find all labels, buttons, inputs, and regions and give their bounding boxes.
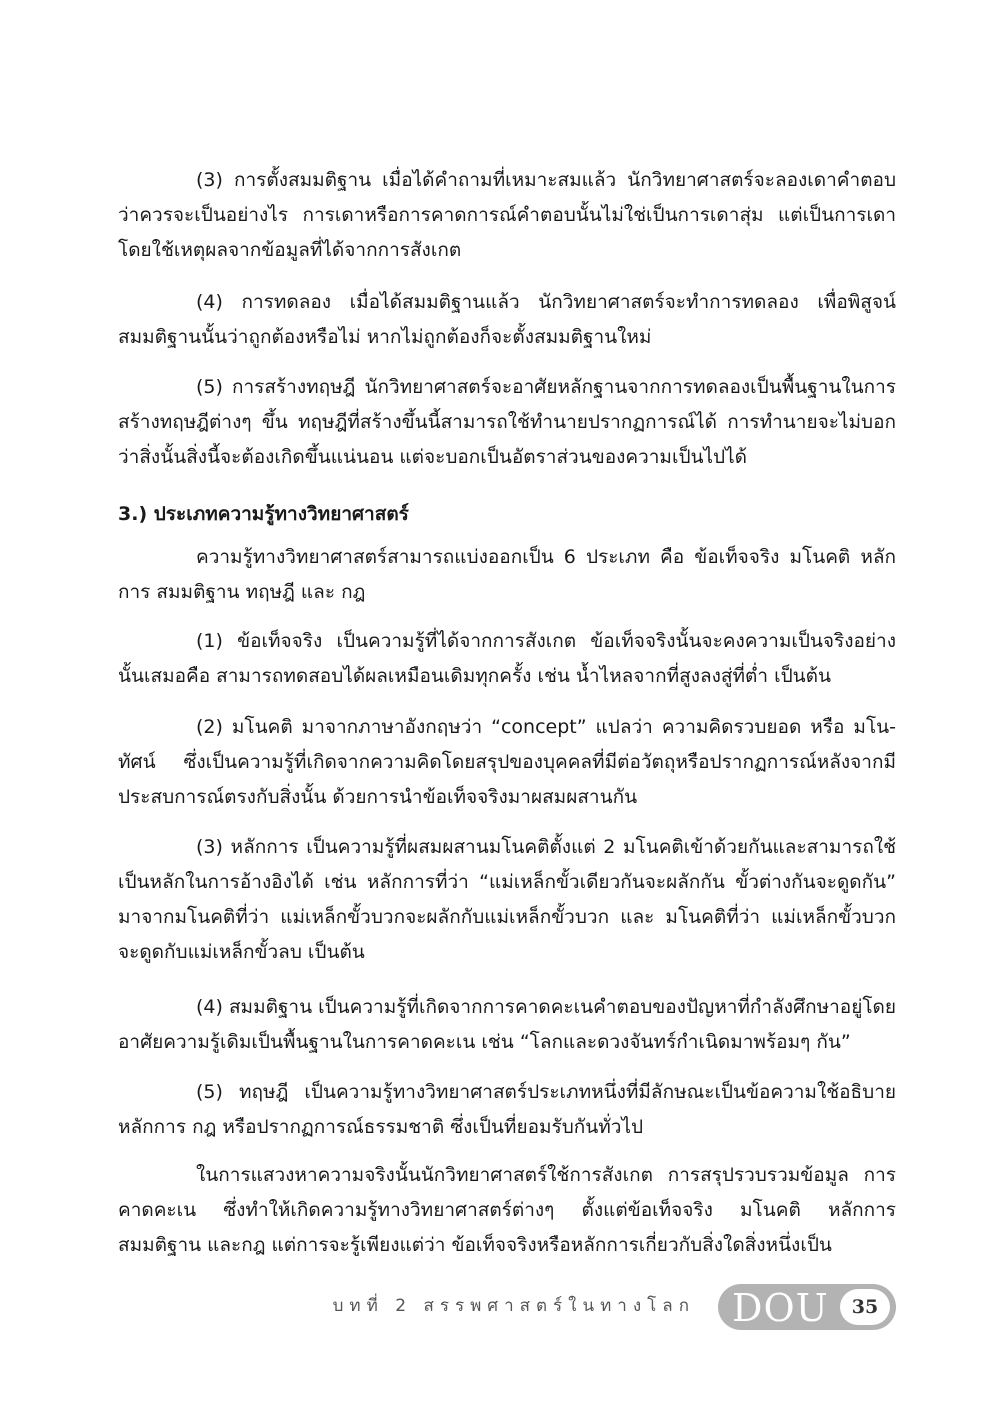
paragraph-concept: (2) มโนคติ มาจากภาษาอังกฤษว่า “concept” แปลว่า ความคิดรวบยอด หรือ มโน-ทัศน์ ซึ่งเป็นความรู้ที่เกิดจากความคิดโดยสรุปของบุคคลที่มีต่อวัตถุหรือปรากฏการณ์หลังจากมีประสบการณ์ตรงกับสิ่งนั้น ด้วยการนำข้อเท็จจริงมาผสมผสานกัน: [118, 716, 896, 808]
paragraph-knowledge-types: ความรู้ทางวิทยาศาสตร์สามารถแบ่งออกเป็น 6 ประเภท คือ ข้อเท็จจริง มโนคติ หลักการ สมมติฐาน ทฤษฎี และ กฎ: [118, 546, 896, 603]
dou-logo: DOU: [732, 1286, 829, 1330]
paragraph-experiment-step: (4) การทดลอง เมื่อได้สมมติฐานแล้ว นักวิทยาศาสตร์จะทำการทดลอง เพื่อพิสูจน์สมมติฐานนั้นว่าถูกต้องหรือไม่ หากไม่ถูกต้องก็จะตั้งสมมติฐานใหม่: [118, 291, 896, 348]
chapter-title: บทที่ 2 สรรพศาสตร์ในทางโลก: [332, 1296, 695, 1316]
paragraph-conclusion: ในการแสวงหาความจริงนั้นนักวิทยาศาสตร์ใช้การสังเกต การสรุปรวบรวมข้อมูล การคาดคะเน ซึ่งทำให้เกิดความรู้ทางวิทยาศาสตร์ต่างๆ ตั้งแต่ข้อเท็จจริง มโนคติ หลักการ สมมติฐาน และกฎ แต่การจะรู้เพียงแต่ว่า ข้อเท็จจริงหรือหลักการเกี่ยวกับสิ่งใดสิ่งหนึ่งเป็น: [118, 1164, 896, 1256]
paragraph-theory: (5) ทฤษฎี เป็นความรู้ทางวิทยาศาสตร์ประเภทหนึ่งที่มีลักษณะเป็นข้อความใช้อธิบายหลักการ กฎ หรือปรากฏการณ์ธรรมชาติ ซึ่งเป็นที่ยอมรับกันทั่วไป: [118, 1081, 896, 1138]
paragraph-principle: (3) หลักการ เป็นความรู้ที่ผสมผสานมโนคติตั้งแต่ 2 มโนคติเข้าด้วยกันและสามารถใช้เป็นหลักในการอ้างอิงได้ เช่น หลักการที่ว่า “แม่เหล็กขั้วเดียวกันจะผลักกัน ขั้วต่างกันจะดูดกัน” มาจากมโนคติที่ว่า แม่เหล็กขั้วบวกจะผลักกับแม่เหล็กขั้วบวก และ มโนคติที่ว่า แม่เหล็กขั้วบวกจะดูดกับแม่เหล็กขั้วลบ เป็นต้น: [118, 836, 896, 963]
paragraph-hypothesis-step: (3) การตั้งสมมติฐาน เมื่อได้คำถามที่เหมาะสมแล้ว นักวิทยาศาสตร์จะลองเดาคำตอบว่าควรจะเป็นอย่างไร การเดาหรือการคาดการณ์คำตอบนั้นไม่ใช่เป็นการเดาสุ่ม แต่เป็นการเดาโดยใช้เหตุผลจากข้อมูลที่ได้จากการสังเกต: [118, 169, 896, 261]
page-badge: [718, 1284, 896, 1330]
paragraph-fact: (1) ข้อเท็จจริง เป็นความรู้ที่ได้จากการสังเกต ข้อเท็จจริงนั้นจะคงความเป็นจริงอย่างนั้นเสมอคือ สามารถทดสอบได้ผลเหมือนเดิมทุกครั้ง เช่น น้ำไหลจากที่สูงลงสู่ที่ต่ำ เป็นต้น: [118, 630, 896, 687]
section-heading: 3.) ประเภทความรู้ทางวิทยาศาสตร์: [118, 503, 409, 525]
paragraph-theory-step: (5) การสร้างทฤษฎี นักวิทยาศาสตร์จะอาศัยหลักฐานจากการทดลองเป็นพื้นฐานในการสร้างทฤษฎีต่างๆ ขึ้น ทฤษฎีที่สร้างขึ้นนี้สามารถใช้ทำนายปรากฏการณ์ได้ การทำนายจะไม่บอกว่าสิ่งนั้นสิ่งนี้จะต้องเกิดขึ้นแน่นอน แต่จะบอกเป็นอัตราส่วนของความเป็นไปได้: [118, 376, 896, 468]
page-footer: [0, 1284, 1000, 1334]
paragraph-hypothesis: (4) สมมติฐาน เป็นความรู้ที่เกิดจากการคาดคะเนคำตอบของปัญหาที่กำลังศึกษาอยู่โดยอาศัยความรู้เดิมเป็นพื้นฐานในการคาดคะเน เช่น “โลกและดวงจันทร์กำเนิดมาพร้อมๆ กัน”: [118, 996, 897, 1053]
page-number: 35: [840, 1289, 890, 1325]
